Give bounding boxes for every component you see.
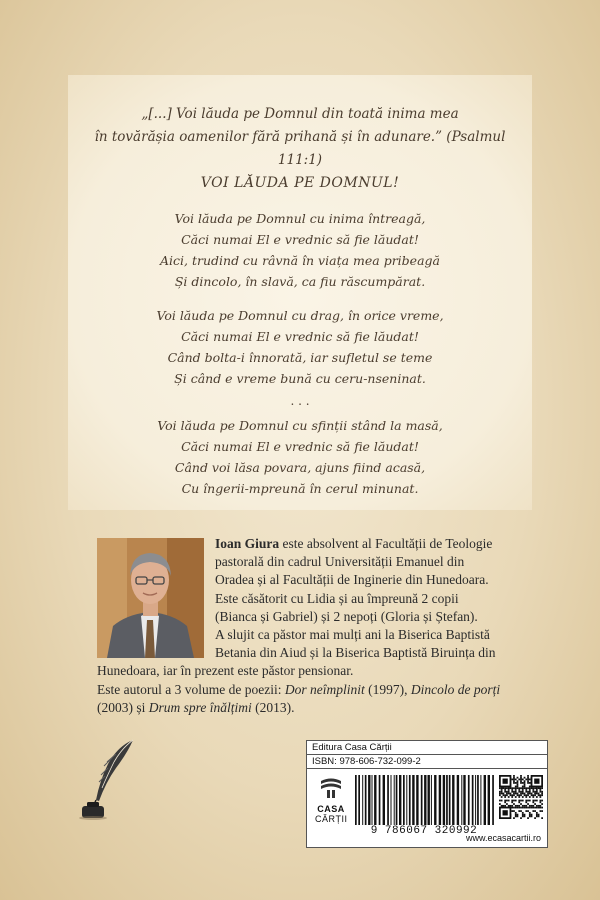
poem-title: VOI LĂUDA PE DOMNUL! (200, 175, 400, 191)
bio-line: A slujit ca păstor mai mulți ani la Biserica Baptistă (215, 627, 490, 643)
quote-line-1: „[...] Voi lăuda pe Domnul din toată inima mea (141, 106, 459, 122)
bio-line: (Bianca și Gabriel) și 2 nepoți (Gloria și Ștefan). (215, 608, 478, 624)
bio-line (97, 699, 517, 717)
poem-separator: . . . (290, 394, 310, 408)
bio-text: Este autorul a 3 volume de poezii: (97, 681, 285, 697)
casa-cartii-logo (315, 777, 347, 833)
stanza-line: Voi lăuda pe Domnul cu inima întreagă, (174, 211, 426, 226)
logo-word-cartii: CĂRȚII (315, 814, 348, 824)
stanza-line: Când bolta-i înnorată, iar sufletul se teme (167, 350, 433, 365)
bio-line: Hunedoara, iar în prezent este păstor pensionar. (97, 663, 354, 679)
quote-line-2-text: în tovărășia oamenilor fără prihană și în adunare.” (94, 129, 442, 145)
bio-text: (2003) și (97, 699, 149, 715)
casa-cartii-logo-icon (319, 777, 343, 799)
book-title: Drum spre înălțimi (148, 699, 252, 715)
poem-stanza-3 (80, 415, 520, 499)
stanza-line: Aici, trudind cu râvnă în viața mea pribeagă (160, 253, 440, 268)
bio-text: (2013). (251, 699, 295, 715)
stanza-line: Căci numai El e vrednic să fie lăudat! (181, 232, 419, 247)
stanza-line: Și când e vreme bună cu ceru-nseninat. (174, 371, 426, 386)
bio-line: Este căsătorit cu Lidia și au împreună 2 copii (215, 590, 459, 606)
epigraph-quote (80, 103, 520, 172)
bio-line (97, 681, 517, 699)
stanza-line: Voi lăuda pe Domnul cu sfinții stând la masă, (157, 418, 443, 433)
book-title: Dor neîmplinit (284, 681, 365, 697)
author-biography (97, 535, 517, 717)
isbn-barcode (353, 775, 495, 825)
stanza-line: Căci numai El e vrednic să fie lăudat! (181, 439, 419, 454)
qr-code (499, 775, 543, 819)
poem-stanza-1 (80, 208, 520, 292)
logo-word-casa: CASA (317, 804, 345, 814)
author-name: Ioan Giura (215, 536, 280, 551)
bio-line: Betania din Aiud și la Biserica Baptistă Biruința din (215, 645, 496, 661)
stanza-line: Când voi lăsa povara, ajuns fiind acasă, (174, 460, 426, 475)
bio-line: Oradea și al Facultății de Inginerie din Hunedoara. (215, 572, 489, 588)
stanza-line: Și dincolo, în slavă, ca fiu răscumpărat. (174, 274, 426, 289)
bio-text: este absolvent al Facultății de Teologie (279, 536, 493, 551)
bio-line (97, 535, 517, 553)
quill-inkwell-icon (78, 738, 138, 820)
book-title: Dincolo de porți (410, 681, 501, 697)
stanza-line: Voi lăuda pe Domnul cu drag, în orice vreme, (156, 308, 444, 323)
publisher-name: Editura Casa Cărții (307, 741, 547, 755)
bio-line: pastorală din cadrul Universității Emanuel din (215, 554, 465, 570)
publisher-website: www.ecasacartii.ro (465, 833, 541, 843)
quote-line-2 (80, 126, 520, 172)
stanza-line: Cu îngerii-mpreună în cerul minunat. (181, 481, 419, 496)
quote-reference: (Psalmul 111:1) (277, 129, 506, 168)
barcode-digits: 9 786067 320992 (370, 825, 478, 837)
isbn-number: ISBN: 978-606-732-099-2 (307, 755, 547, 769)
publisher-barcode-box (306, 740, 548, 848)
poem-stanza-2 (80, 305, 520, 389)
stanza-line: Căci numai El e vrednic să fie lăudat! (181, 329, 419, 344)
bio-text: (1997), (364, 681, 411, 697)
